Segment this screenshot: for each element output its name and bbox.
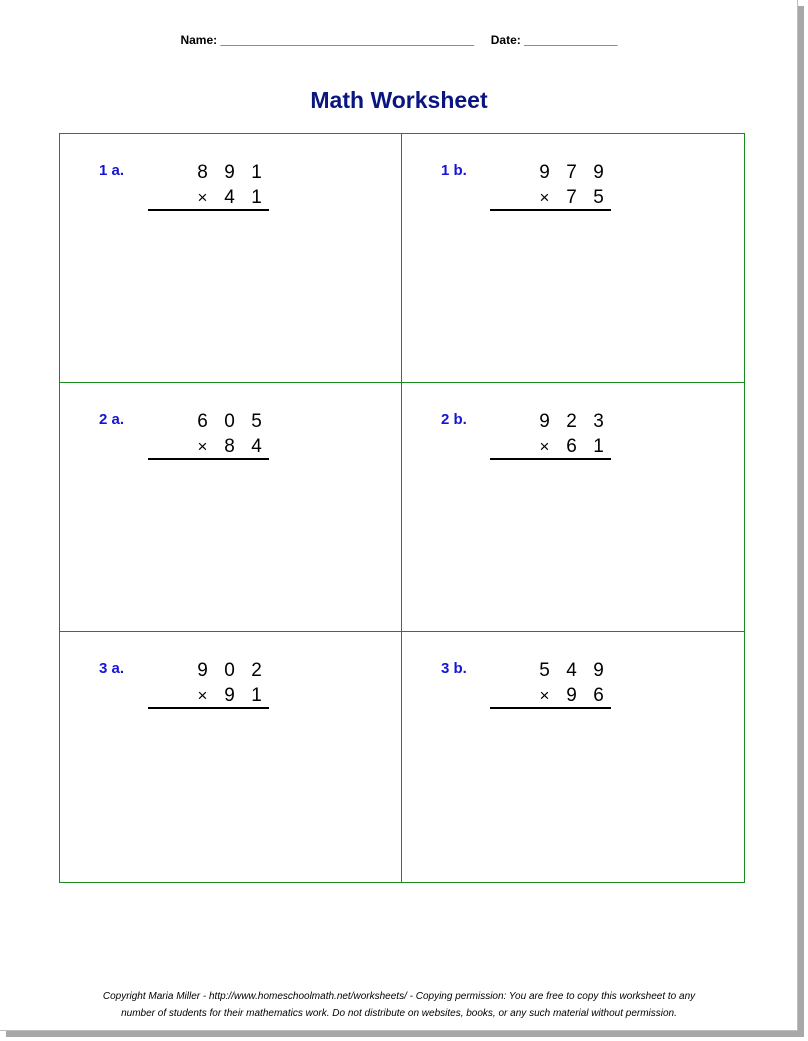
problem-cell (402, 632, 744, 882)
multiplicand-digit: 8 (197, 161, 208, 183)
multiplier-digit: 9 (224, 684, 235, 706)
name-label: Name: (180, 33, 218, 47)
answer-rule (148, 707, 269, 709)
multiplicand-digit: 7 (566, 161, 577, 183)
page-shadow-bottom (6, 1031, 804, 1037)
page-shadow-right (798, 6, 804, 1035)
multiplier-digit: 9 (566, 684, 577, 706)
times-sign: × (539, 685, 550, 705)
multiplicand-digit: 2 (566, 410, 577, 432)
copyright-footer (0, 988, 798, 1022)
problem-cell (402, 134, 744, 383)
times-sign: × (539, 187, 550, 207)
answer-rule (148, 209, 269, 211)
name-line: ______________________________________ (220, 33, 475, 47)
multiplicand-digit: 6 (197, 410, 208, 432)
problem-cell (60, 383, 402, 632)
problem-grid (59, 133, 745, 883)
multiplicand-digit: 5 (251, 410, 262, 432)
multiplicand-digit: 3 (593, 410, 604, 432)
name-date-header (0, 33, 798, 47)
problem-cell (402, 383, 744, 632)
multiplicand-digit: 9 (539, 161, 550, 183)
multiplicand-digit: 9 (197, 659, 208, 681)
times-sign: × (197, 187, 208, 207)
times-sign: × (539, 436, 550, 456)
multiplicand-digit: 2 (251, 659, 262, 681)
multiplicand-digit: 9 (539, 410, 550, 432)
multiplier-digit: 8 (224, 435, 235, 457)
multiplication-problem (148, 160, 270, 210)
multiplicand-digit: 1 (251, 161, 262, 183)
problem-label: 1 b. (441, 162, 467, 179)
multiplication-problem (490, 409, 612, 459)
multiplicand-digit: 4 (566, 659, 577, 681)
multiplier-digit: 6 (593, 684, 604, 706)
multiplication-problem (148, 658, 270, 708)
problem-label: 2 b. (441, 411, 467, 428)
multiplier-digit: 1 (251, 186, 262, 208)
multiplier-digit: 6 (566, 435, 577, 457)
multiplicand-digit: 0 (224, 410, 235, 432)
problem-label: 2 a. (99, 411, 125, 428)
date-label: Date: (490, 33, 521, 47)
multiplier-digit: 5 (593, 186, 604, 208)
times-sign: × (197, 436, 208, 456)
date-line: ______________ (524, 33, 618, 47)
multiplicand-digit: 9 (593, 659, 604, 681)
problem-label: 1 a. (99, 162, 125, 179)
multiplier-digit: 7 (566, 186, 577, 208)
multiplier-digit: 4 (251, 435, 262, 457)
multiplication-problem (148, 409, 270, 459)
multiplicand-digit: 0 (224, 659, 235, 681)
answer-rule (148, 458, 269, 460)
multiplicand-digit: 9 (593, 161, 604, 183)
page-title: Math Worksheet (310, 87, 488, 113)
times-sign: × (197, 685, 208, 705)
multiplier-digit: 4 (224, 186, 235, 208)
copyright-line-1: Copyright Maria Miller - http://www.homeschoolmath.net/worksheets/ - Copying permission: You are free to copy this worksheet to any (102, 991, 696, 1002)
copyright-line-2: number of students for their mathematics work. Do not distribute on websites, books, or any such material without permission. (121, 1008, 677, 1019)
problem-cell (60, 134, 402, 383)
multiplication-problem (490, 160, 612, 210)
multiplier-digit: 1 (251, 684, 262, 706)
answer-rule (490, 458, 611, 460)
multiplicand-digit: 9 (224, 161, 235, 183)
multiplier-digit: 1 (593, 435, 604, 457)
answer-rule (490, 209, 611, 211)
multiplicand-digit: 5 (539, 659, 550, 681)
problem-cell (60, 632, 402, 882)
problem-label: 3 a. (99, 660, 125, 677)
answer-rule (490, 707, 611, 709)
multiplication-problem (490, 658, 612, 708)
problem-label: 3 b. (441, 660, 467, 677)
